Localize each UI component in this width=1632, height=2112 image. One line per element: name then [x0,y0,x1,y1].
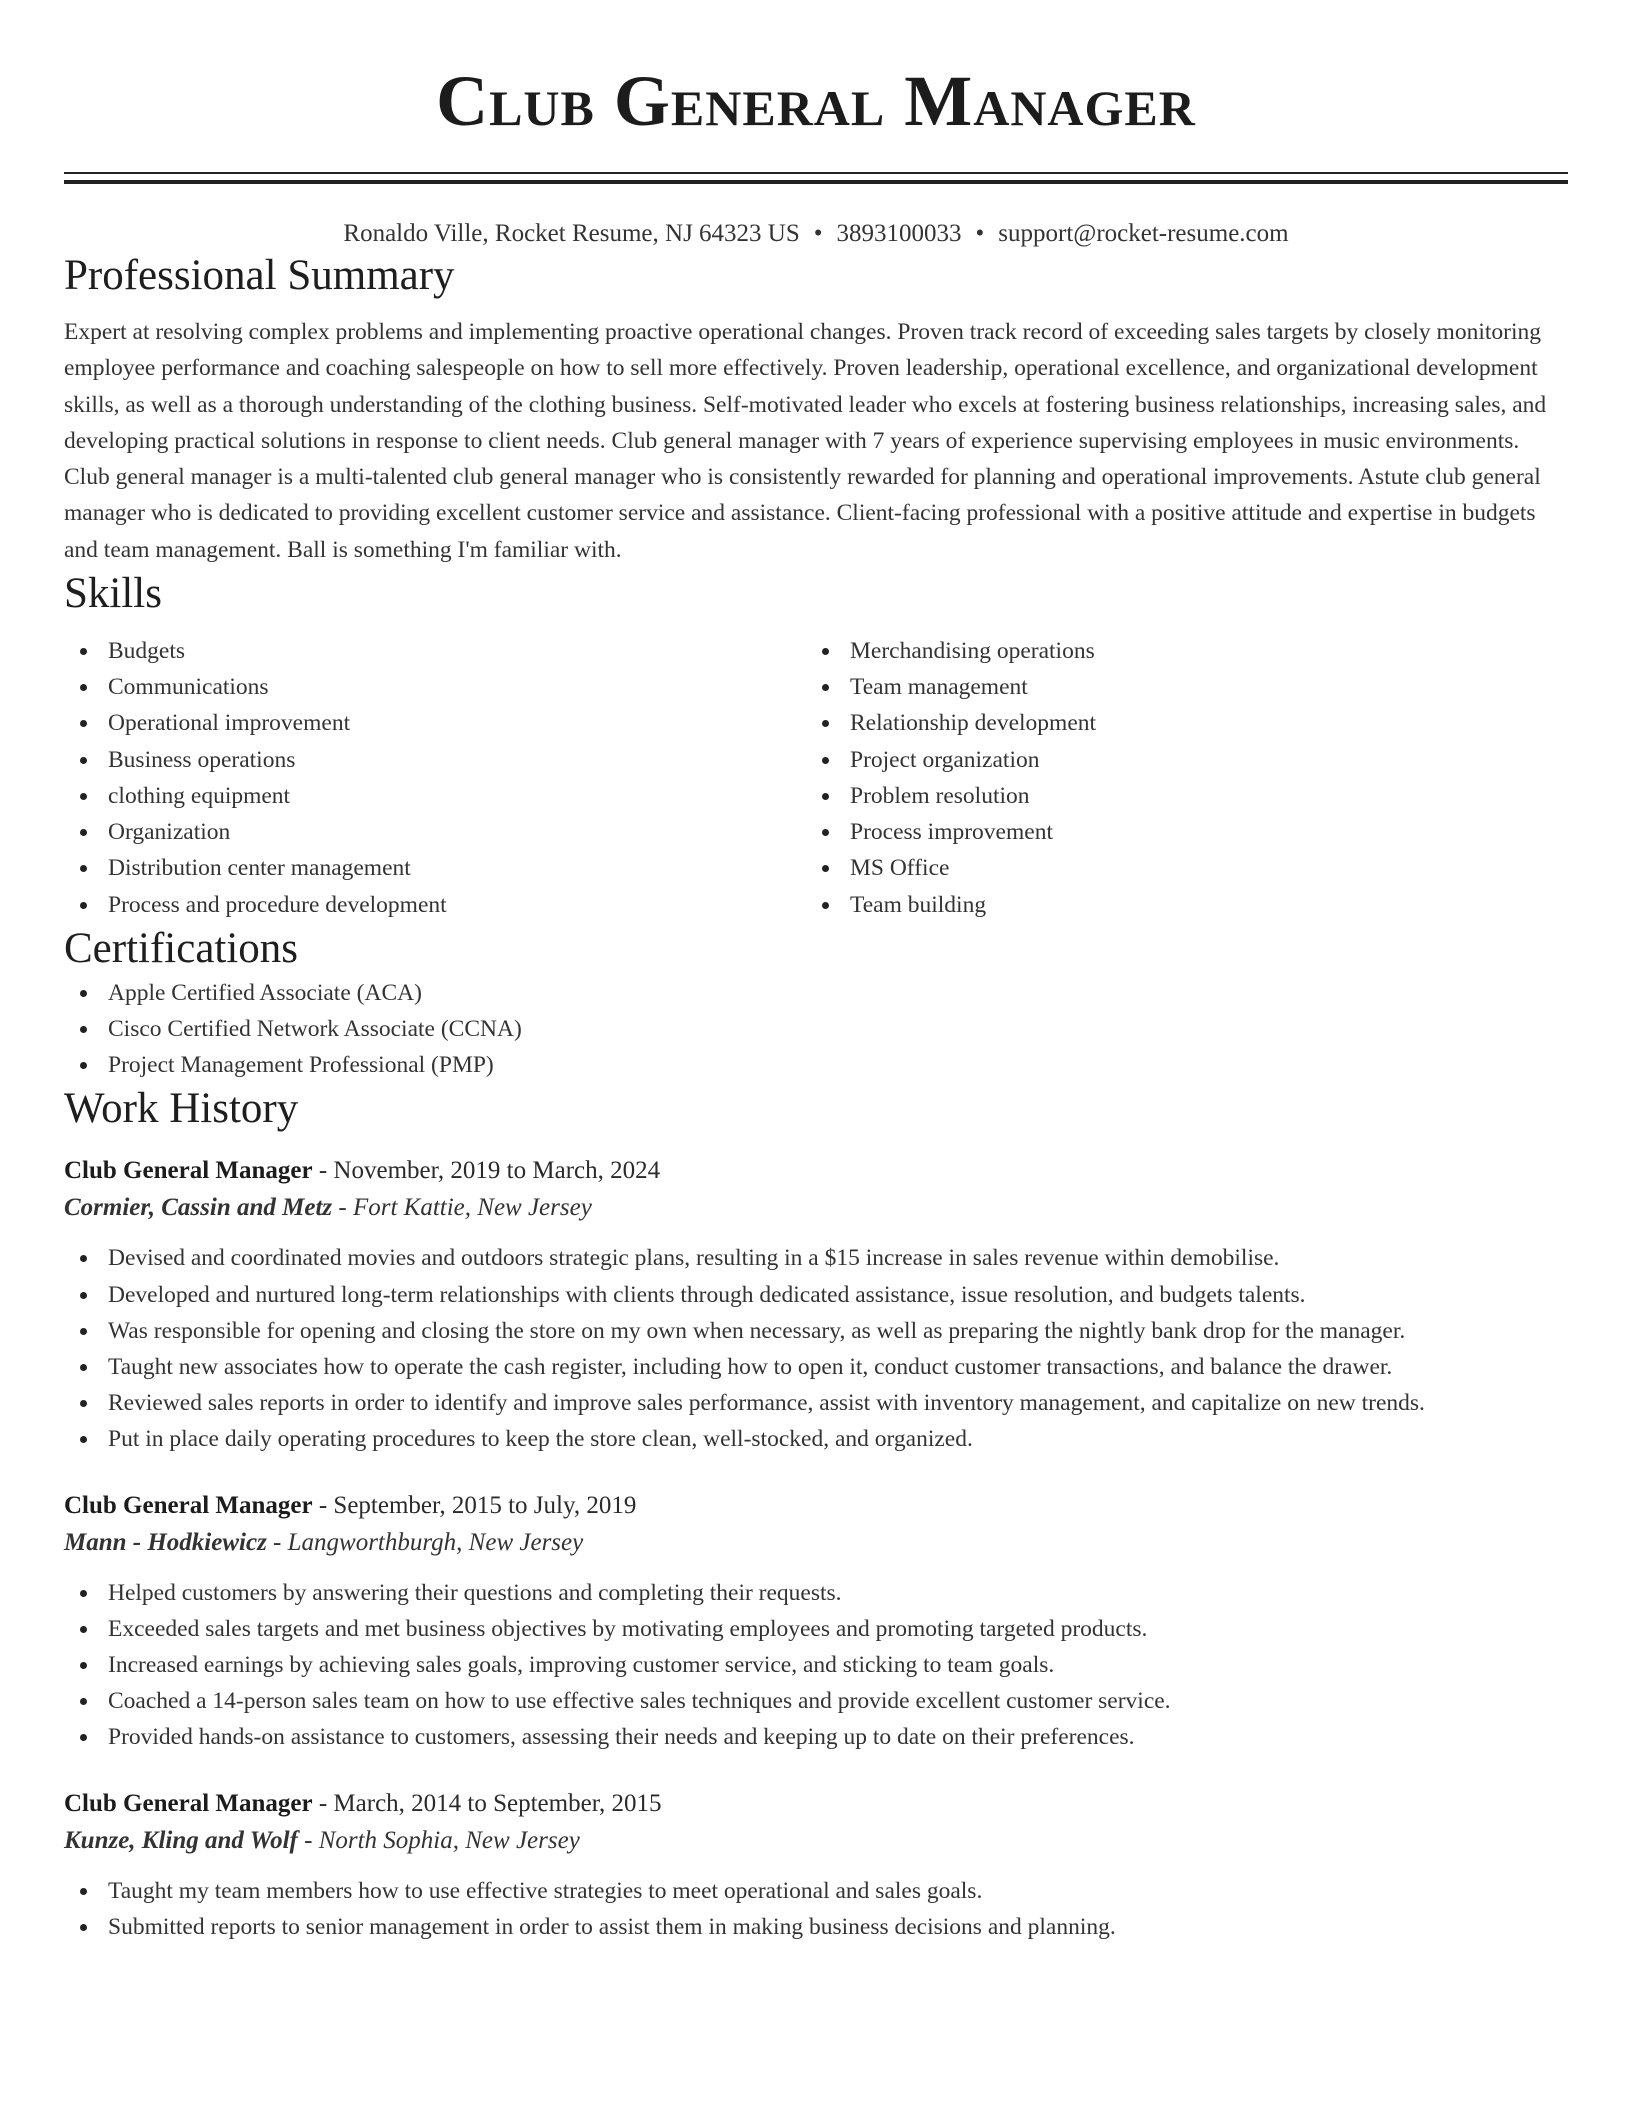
certification-item [64,1047,1568,1083]
bullet-icon [80,793,87,800]
bullet-icon [80,865,87,872]
job-company: Mann - Hodkiewicz [64,1528,267,1556]
bullet-icon [80,990,87,997]
job-title-line [64,1153,1568,1189]
summary-heading: Professional Summary [64,252,455,299]
job-bullet-text: Devised and coordinated movies and outdoors strategic plans, resulting in a $15 increase in sales revenue within demobilise. [108,1245,1280,1272]
job-bullet-text: Submitted reports to senior management in order to assist them in making business decisions and planning. [108,1913,1116,1940]
bullet-icon [822,829,829,836]
job-bullet-text: Helped customers by answering their questions and completing their requests. [108,1579,842,1606]
skill-item [64,633,806,669]
certifications-list [64,975,1568,1084]
job-bullet [64,1873,1568,1909]
job-bullet [64,1277,1568,1313]
bullet-icon [80,757,87,764]
skill-item-text: Team management [850,674,1028,701]
header-rule-thin [64,172,1568,174]
bullet-icon [80,1662,87,1669]
skill-item-text: Operational improvement [108,710,351,737]
job-company: Kunze, Kling and Wolf [64,1826,298,1854]
bullet-icon [80,1400,87,1407]
certification-item [64,975,1568,1011]
bullet-icon [80,902,87,909]
certification-item-text: Project Management Professional (PMP) [108,1052,494,1079]
skills-columns [64,633,1568,923]
contact-phone: 3893100033 [836,220,962,247]
skill-item [806,705,1548,741]
job-bullet [64,1313,1568,1349]
bullet-icon [80,1924,87,1931]
job-company-line [64,1189,1568,1227]
job-bullet [64,1611,1568,1647]
skill-item [806,887,1548,923]
bullet-icon [822,720,829,727]
job-company: Cormier, Cassin and Metz [64,1194,333,1222]
job-location: - North Sophia, New Jersey [297,1826,580,1854]
skill-item-text: Distribution center management [108,855,411,882]
job-title: Club General Manager [64,1789,313,1817]
job-location: - Langworthburgh, New Jersey [266,1528,584,1556]
skill-item-text: Organization [108,819,231,846]
skill-item [64,742,806,778]
bullet-icon [80,1364,87,1371]
job-company-line [64,1822,1568,1860]
bullet-icon [80,1062,87,1069]
job-company-line [64,1524,1568,1562]
skill-item-text: clothing equipment [108,782,291,809]
skill-item-text: MS Office [850,855,950,882]
resume-title: Club General Manager [436,61,1196,141]
contact-address: Ronaldo Ville, Rocket Resume, NJ 64323 US [343,220,800,247]
job-bullet-text: Exceeded sales targets and met business objectives by motivating employees and promoting targeted products. [108,1615,1148,1642]
job-bullet-text: Taught my team members how to use effective strategies to meet operational and sales goals. [108,1877,983,1904]
certification-item-text: Apple Certified Associate (ACA) [108,979,422,1006]
job-location: - Fort Kattie, New Jersey [332,1194,592,1222]
skill-item-text: Business operations [108,746,296,773]
skill-item [64,814,806,850]
bullet-icon [822,902,829,909]
bullet-icon [822,757,829,764]
skill-item-text: Process and procedure development [108,891,447,918]
skill-item-text: Communications [108,674,269,701]
bullet-icon [80,1626,87,1633]
contact-separator: • [813,220,823,247]
job-bullet-text: Coached a 14-person sales team on how to use effective sales techniques and provide excellent customer service. [108,1688,1171,1715]
skill-item [806,814,1548,850]
skill-item-text: Team building [850,891,987,918]
bullet-icon [80,1590,87,1597]
job-entry [64,1153,1568,1457]
contact-separator: • [975,220,985,247]
bullet-icon [80,648,87,655]
job-dates: - September, 2015 to July, 2019 [312,1491,637,1519]
skill-item-text: Problem resolution [850,782,1030,809]
certification-item [64,1011,1568,1047]
bullet-icon [822,793,829,800]
job-dates: - November, 2019 to March, 2024 [312,1157,661,1185]
certification-item-text: Cisco Certified Network Associate (CCNA) [108,1015,522,1042]
job-bullets [64,1575,1568,1756]
skill-item [806,850,1548,886]
job-bullet-text: Developed and nurtured long-term relationships with clients through dedicated assistance, issue resolution, and budgets talents. [108,1281,1306,1308]
job-bullet [64,1909,1568,1945]
resume-content [64,0,1568,1945]
job-bullet-text: Taught new associates how to operate the cash register, including how to open it, conduct customer transactions, and balance the drawer. [108,1353,1393,1380]
bullet-icon [822,865,829,872]
job-bullet-text: Reviewed sales reports in order to identify and improve sales performance, assist with inventory management, and capitalize on new trends. [108,1390,1425,1417]
job-bullets [64,1873,1568,1945]
job-bullet [64,1421,1568,1457]
job-bullets [64,1240,1568,1457]
bullet-icon [80,1436,87,1443]
skill-item-text: Relationship development [850,710,1097,737]
job-entry [64,1488,1568,1756]
job-title-line [64,1786,1568,1822]
bullet-icon [80,1698,87,1705]
skill-item [64,778,806,814]
skill-item [64,669,806,705]
header-rule-thick [64,180,1568,184]
bullet-icon [80,1026,87,1033]
bullet-icon [80,1292,87,1299]
skill-item-text: Merchandising operations [850,638,1095,665]
bullet-icon [822,684,829,691]
skill-item [64,887,806,923]
bullet-icon [822,648,829,655]
skill-item [806,633,1548,669]
job-bullet-text: Was responsible for opening and closing the store on my own when necessary, as well as preparing the nightly bank drop for the manager. [108,1317,1406,1344]
job-entry [64,1786,1568,1945]
job-bullet [64,1575,1568,1611]
skills-list-right [806,633,1548,923]
skill-item [806,669,1548,705]
job-bullet-text: Provided hands-on assistance to customers, assessing their needs and keeping up to date on their preferences. [108,1724,1135,1751]
job-bullet [64,1349,1568,1385]
work-history-heading: Work History [64,1085,299,1133]
contact-email: support@rocket-resume.com [998,220,1289,247]
skill-item [64,705,806,741]
job-title-line [64,1488,1568,1524]
skill-item [806,778,1548,814]
job-bullet [64,1385,1568,1421]
bullet-icon [80,720,87,727]
job-bullet-text: Put in place daily operating procedures to keep the store clean, well-stocked, and organized. [108,1426,973,1453]
skill-item [806,742,1548,778]
bullet-icon [80,1734,87,1741]
job-title: Club General Manager [64,1157,313,1185]
bullet-icon [80,1328,87,1335]
skills-heading: Skills [64,570,162,618]
summary-text: Expert at resolving complex problems and implementing proactive operational changes. Proven track record of exceeding sales targets by closely monitoring employee performance and coaching salespeople on how to sell more effectively. Proven leadership, operational excellence, and organizational development skills, as well as a thorough understanding of the clothing business. Self-motivated leader who excels at fostering business relationships, increasing sales, and developing practical solutions in response to client needs. Club general manager with 7 years of experience supervising employees in music environments. Club general manager is a multi-talented club general manager who is consistently rewarded for planning and operational improvements. Astute club general manager who is dedicated to providing excellent customer service and assistance. Client-facing professional with a positive attitude and expertise in budgets and team management. Ball is something I'm familiar with. [64,319,1547,563]
bullet-icon [80,1255,87,1262]
job-bullet [64,1683,1568,1719]
skill-item [64,850,806,886]
job-bullet [64,1647,1568,1683]
skill-item-text: Process improvement [850,819,1053,846]
job-bullet [64,1719,1568,1755]
skills-list-left [64,633,806,923]
job-dates: - March, 2014 to September, 2015 [312,1789,662,1817]
skill-item-text: Budgets [108,638,186,665]
bullet-icon [80,829,87,836]
job-bullet-text: Increased earnings by achieving sales goals, improving customer service, and sticking to team goals. [108,1651,1055,1678]
skill-item-text: Project organization [850,746,1040,773]
certifications-heading: Certifications [64,924,299,972]
contact-line [64,218,1568,250]
job-title: Club General Manager [64,1491,313,1519]
bullet-icon [80,684,87,691]
job-bullet [64,1240,1568,1276]
bullet-icon [80,1888,87,1895]
